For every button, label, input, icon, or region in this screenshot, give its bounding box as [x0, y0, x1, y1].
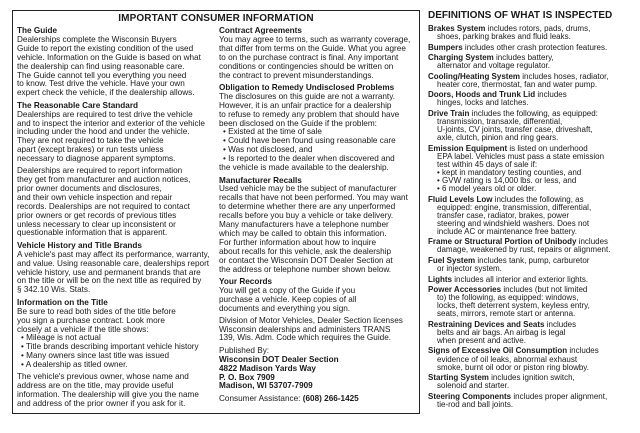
definition-text: shoes, parking brakes and fluid leaks. [437, 32, 571, 42]
definition-text: equipped: engine, transmission, differential, [437, 202, 592, 212]
text-line: the vehicle is made available to the dealership. [219, 163, 389, 173]
definition-term: Drive Train [428, 108, 470, 118]
definition-text: includes ignition switch, [491, 373, 575, 383]
definition-text: transfer case, radiator, brakes, power [437, 210, 570, 220]
definition-term: Fluid Levels Low [428, 194, 493, 204]
consumer-information-title: IMPORTANT CONSUMER INFORMATION [118, 13, 314, 24]
definition-term: Charging System [428, 53, 494, 63]
definition-item [428, 257, 638, 273]
definition-term: Frame or Structural Portion of Unibody [428, 237, 577, 247]
text-line: been disclosed on the Guide if the problem: [219, 118, 377, 128]
definition-term: Emission Equipment [428, 143, 508, 153]
text-line: you sign a purchase contract. Look more [17, 315, 165, 325]
definition-item [428, 196, 638, 236]
definition-text: includes tank, pump, carburetor [477, 255, 590, 265]
definition-text: to) the following, as equipped: windows, [437, 293, 579, 303]
text-line: information. The dealership will give you the name [17, 389, 199, 399]
definition-text: alternator and voltage regulator. [437, 61, 550, 71]
definition-text: seats, mirrors, remote start or antenna. [437, 309, 576, 319]
bullet-item: • Existed at the time of sale [223, 127, 322, 137]
definition-item [428, 286, 638, 318]
bullet-item: • Is reported to the dealer when discovered and [223, 154, 395, 164]
definition-first-line [428, 276, 638, 284]
text-line: Wisconsin dealerships and administers TRANS [219, 324, 391, 334]
definition-text: locks, theft deterrent system, keyless entry, [437, 301, 590, 311]
section-paragraph [17, 308, 213, 370]
definition-text: solenoid and starter. [437, 381, 510, 391]
definition-item [428, 25, 638, 41]
section-paragraph [17, 111, 213, 164]
section-heading: The Guide [17, 26, 58, 35]
definition-term: Cooling/Heating System [428, 71, 521, 81]
definition-text: includes [546, 319, 577, 329]
definitions-title: DEFINITIONS OF WHAT IS INSPECTED [428, 10, 613, 21]
section-heading: Vehicle History and Title Brands [17, 240, 142, 250]
section-heading: The Reasonable Care Standard [17, 100, 139, 110]
bullet-item: • A dealership as titled owner. [21, 360, 128, 370]
text-line: closely at a vehicle if the title shows: [17, 324, 149, 334]
definition-text: evidence of oil leaks, abnormal exhaust [437, 354, 578, 364]
section-paragraph [219, 287, 417, 314]
definition-term: Brakes System [428, 24, 486, 33]
text-line: recalls before you buy a vehicle or take delivery. [219, 211, 394, 221]
publisher-name: Wisconsin DOT Dealer Section [219, 354, 339, 364]
text-line: Division of Motor Vehicles, Dealer Section licenses [219, 315, 403, 325]
text-line: conditions or contingencies should be written on [219, 61, 394, 71]
section-paragraph [17, 251, 213, 296]
definition-text: includes rotors, pads, drums, [487, 24, 591, 33]
text-line: For further information about how to inquire [219, 237, 377, 247]
text-line: and address of the prior owner if you ask for it. [17, 398, 186, 408]
text-line: apart (except brakes) or run tests unless [17, 145, 164, 155]
definition-item [428, 374, 638, 390]
text-line: on the title or will be on the next title as required by [17, 276, 202, 286]
text-line: including under the hood and under the vehicle. [17, 127, 190, 137]
definition-text: includes hoses, radiator, [522, 71, 609, 81]
definition-text: includes other crash protection features. [464, 42, 608, 52]
definition-text: • 6 model years old or older. [437, 184, 537, 194]
definition-text: test within 45 days of sale if: [437, 159, 538, 169]
definition-item [428, 145, 638, 194]
consumer-assistance [219, 395, 417, 404]
consumer-assistance-label: Consumer Assistance: [219, 393, 301, 403]
definitions-section [428, 10, 638, 411]
text-line: The disclosures on this guide are not a warranty. [219, 91, 395, 101]
bullet-item: • Mileage is not actual [21, 333, 101, 343]
definition-text: includes (but not limited [503, 285, 588, 295]
definition-term: Doors, Hoods and Trunk Lid [428, 90, 536, 100]
publisher-block [219, 347, 417, 392]
info-section [17, 27, 213, 98]
text-line: Dealerships complete the Wisconsin Buyers [17, 34, 177, 44]
definition-text: is listed on underhood [509, 143, 588, 153]
text-line: to on the purchase contract is final. Any important [219, 52, 399, 62]
text-line: about recalls for this vehicle, ask the dealership [219, 246, 392, 256]
section-paragraph [219, 93, 417, 173]
definition-text: includes [569, 346, 599, 356]
text-line: or contact the Wisconsin DOT Dealer Section at [219, 255, 393, 265]
section-heading: Manufacturer Recalls [219, 175, 302, 185]
bullet-item: • Was not disclosed, and [223, 145, 313, 155]
definition-text: heater core, thermostat, fan and water pump. [437, 79, 598, 89]
definition-term: Signs of Excessive Oil Consumption [428, 346, 568, 356]
section-paragraph [219, 317, 417, 344]
text-line: Guide to report the existing condition of the used [17, 43, 194, 53]
definition-item [428, 54, 638, 70]
section-heading: Your Records [219, 276, 273, 286]
section-heading: Obligation to Remedy Undisclosed Problems [219, 82, 395, 92]
text-line: Dealerships are required to test drive the vehicle [17, 109, 193, 119]
info-section [219, 27, 417, 80]
text-line: unless necessary to clear up inconsistent or [17, 219, 176, 229]
publisher-street: 4822 Madison Yards Way [219, 363, 316, 373]
definition-text: transmission, transaxle, differential, [437, 116, 563, 126]
section-paragraph [17, 36, 213, 98]
text-line: documents and everything you sign. [219, 303, 351, 313]
definition-item [428, 44, 638, 52]
consumer-info-column-right [219, 27, 417, 404]
definition-term: Starting System [428, 373, 489, 383]
text-line: You may agree to terms, such as warranty coverage, [219, 34, 411, 44]
definition-text: • kept in mandatory testing counties, and [437, 167, 582, 177]
definition-item [428, 321, 638, 345]
definition-text: damage, weakened by rust, repairs or alignment. [437, 245, 611, 255]
text-line: Dealerships are required to report information [17, 166, 183, 176]
definition-text: EPA label. Vehicles must pass a state emission [437, 151, 605, 161]
text-line: vehicle history, use and permanent brands that are [17, 267, 201, 277]
text-line: You will get a copy of the Guide if you [219, 285, 356, 295]
published-by-label: Published By: [219, 345, 270, 355]
definition-text: belts and air bags. An airbag is legal [437, 327, 566, 337]
text-line: § 342.10 Wis. Stats. [17, 285, 91, 295]
text-line: expert check the vehicle, if the dealership allows. [17, 88, 195, 98]
text-line: records. Dealerships are not required to contact [17, 201, 190, 211]
consumer-information-box [12, 10, 420, 414]
definition-item [428, 238, 638, 254]
definition-term: Bumpers [428, 42, 463, 52]
section-paragraph [219, 185, 417, 274]
definition-text: • GVW rating is 14,000 lbs. or less, and [437, 175, 577, 185]
text-line: necessary to diagnose apparent symptoms. [17, 154, 176, 164]
text-line: Used vehicle may be the subject of manufacturer [219, 184, 397, 194]
consumer-assistance-phone: (608) 266-1425 [302, 393, 359, 403]
text-line: The vehicle's previous owner, whose name and [17, 372, 189, 382]
definition-term: Fuel System [428, 255, 476, 265]
definition-text: tie-rod and ball joints. [437, 399, 514, 409]
definition-term: Lights [428, 274, 452, 284]
definition-item [428, 73, 638, 89]
info-section [219, 177, 417, 275]
section-paragraph [219, 36, 417, 81]
definition-first-line [428, 44, 638, 52]
definition-text: includes [578, 237, 609, 247]
text-line: that differ from terms on the Guide. What you agree [219, 43, 406, 53]
text-line: vehicle. Information on the Guide is based on what [17, 52, 201, 62]
definition-item [428, 110, 638, 142]
text-line: to know. Test drive the vehicle. Have your own [17, 79, 185, 89]
definition-term: Power Accessories [428, 285, 502, 295]
info-section [17, 102, 213, 239]
publisher-city: Madison, WI 53707-7909 [219, 381, 313, 391]
consumer-info-column-left [17, 27, 213, 412]
definition-item [428, 393, 638, 409]
definition-text: axle, clutch, pinion and ring gears. [437, 133, 559, 143]
text-line: Be sure to read both sides of the title before [17, 306, 176, 316]
text-line: questionable information that is apparent. [17, 228, 168, 238]
text-line: which may be called to obtain this information. [219, 228, 387, 238]
text-line: prior owner documents and disclosures, [17, 183, 162, 193]
text-line: the address or telephone number shown below. [219, 264, 392, 274]
text-line: the dealership can find using reasonable care. [17, 61, 185, 71]
text-line: They are not required to take the vehicle [17, 136, 164, 146]
text-line: the contract to prevent misunderstandings. [219, 70, 374, 80]
definition-text: when present and active. [437, 335, 526, 345]
info-section [219, 278, 417, 343]
definition-text: includes all interior and exterior lights. [454, 274, 589, 284]
text-line: and value. Using reasonable care, dealerships report [17, 258, 210, 268]
definition-item [428, 91, 638, 107]
text-line: Many manufacturers have a telephone number [219, 220, 389, 230]
bullet-item: • Could have been found using reasonable care [223, 136, 396, 146]
bullet-item: • Title brands describing important vehicle history [21, 342, 199, 352]
text-line: 139, Wis. Adm. Code which requires the Guide. [219, 333, 392, 343]
text-line: to refuse to remedy any problem that should have [219, 109, 400, 119]
definition-text: includes the following, as equipped: [471, 108, 598, 118]
section-heading: Contract Agreements [219, 26, 302, 35]
section-heading: Information on the Title [17, 297, 108, 307]
info-section [17, 299, 213, 409]
text-line: recalls that have not been performed. You may want [219, 193, 408, 203]
text-line: address are on the title, may provide useful [17, 380, 174, 390]
definition-term: Restraining Devices and Seats [428, 319, 545, 329]
definition-item [428, 347, 638, 371]
text-line: and to inspect the interior and exterior of the vehicle [17, 118, 205, 128]
definition-text: steering and windshield washers. Does not [437, 218, 590, 228]
definition-term: Steering Components [428, 391, 512, 401]
definition-text: includes battery, [496, 53, 554, 63]
text-line: purchase a vehicle. Keep copies of all [219, 294, 357, 304]
text-line: prior owners or get records of previous titles [17, 210, 177, 220]
definition-text: includes proper alignment, [513, 391, 608, 401]
info-section [17, 242, 213, 295]
info-section [219, 84, 417, 173]
definition-text: include AC or maintenance free battery. [437, 226, 577, 236]
definition-text: or injector system. [437, 264, 502, 274]
text-line: However, it is an unfair practice for a dealership [219, 100, 392, 110]
definition-text: hinges, locks and latches. [437, 98, 529, 108]
publisher-po-box: P. O. Box 7909 [219, 372, 275, 382]
text-line: to determine whether there are any unperformed [219, 202, 396, 212]
text-line: A vehicle's past may affect its performance, warranty, [17, 249, 210, 259]
definition-item [428, 276, 638, 284]
section-paragraph [17, 373, 213, 409]
definition-text: includes [537, 90, 567, 100]
text-line: and their own vehicle inspection and repair [17, 192, 173, 202]
bullet-item: • Many owners since last title was issued [21, 351, 170, 361]
definition-text: U-joints, CV joints, transfer case, driveshaft, [437, 124, 593, 134]
section-paragraph [17, 167, 213, 238]
definition-text: includes the following, as [494, 194, 584, 204]
text-line: they get from manufacturer and auction notices, [17, 175, 191, 184]
text-line: The Guide cannot tell you everything you need [17, 70, 187, 80]
definition-text: smoke, burnt oil odor or piston ring blowby. [437, 362, 589, 372]
